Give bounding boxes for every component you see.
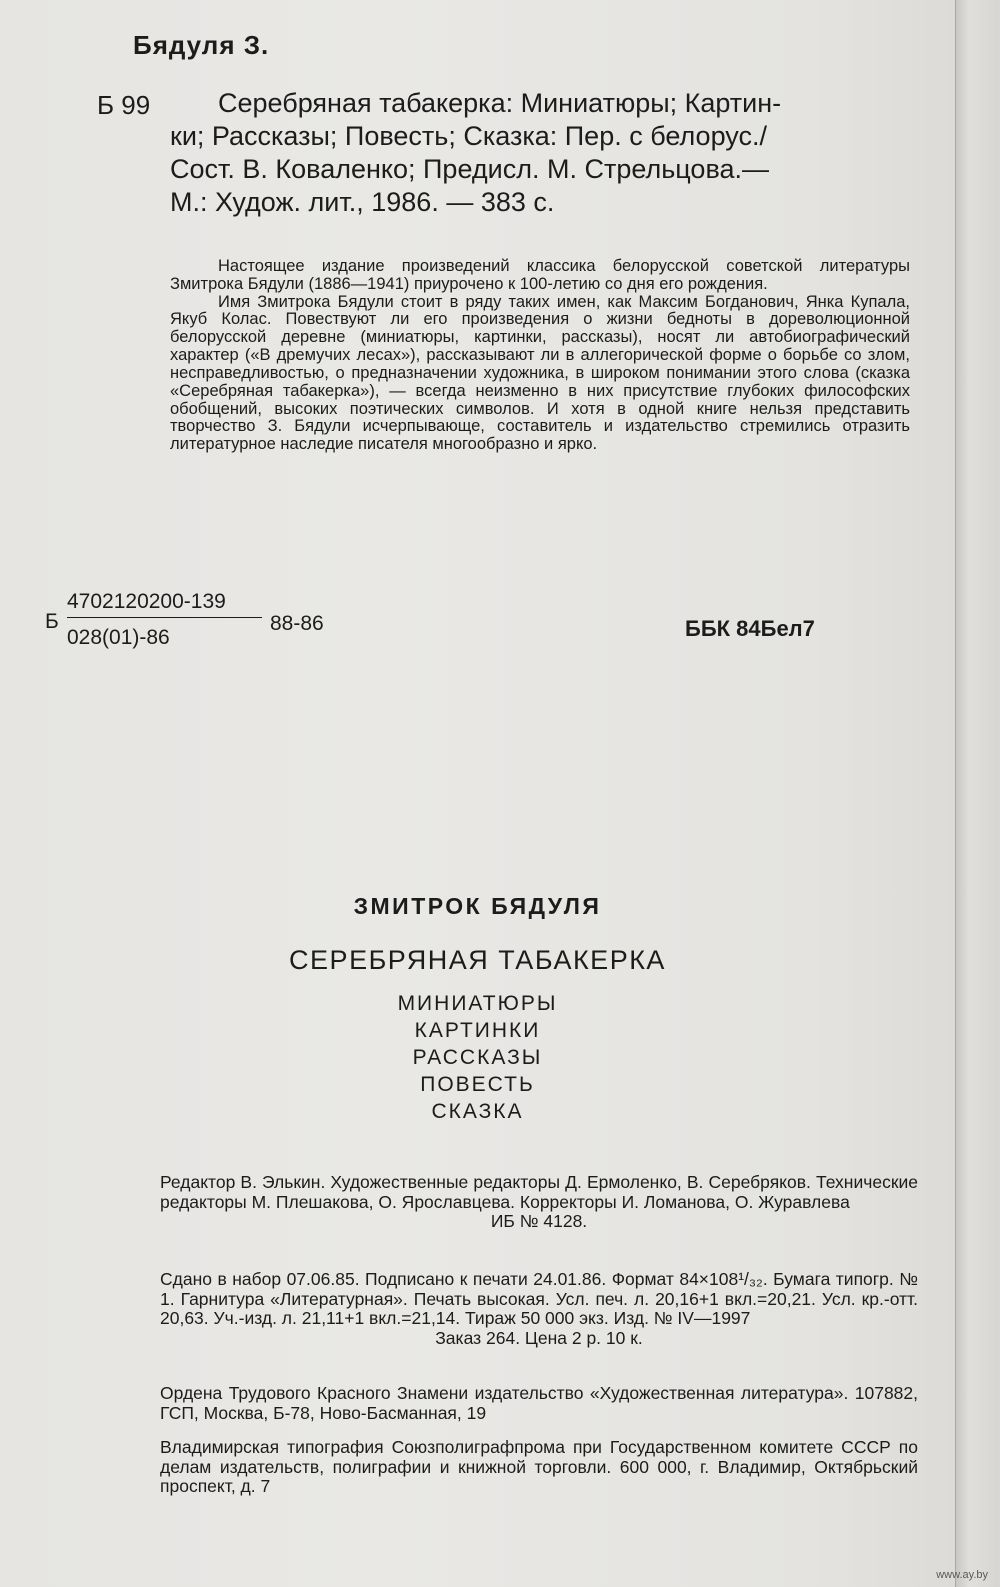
bbk-code: ББК 84Бел7 bbox=[685, 616, 815, 641]
genre-item: МИНИАТЮРЫ bbox=[397, 992, 558, 1015]
catalog-author: Бядуля З. bbox=[133, 30, 270, 60]
page-edge bbox=[955, 0, 1000, 1587]
book-author: ЗМИТРОК БЯДУЛЯ bbox=[353, 893, 602, 919]
annotation-paragraph: Настоящее издание произведений классика белорусской советской литературы Змитрока Бядули (1886—1941) приурочено к 100-летию со дня его рождения. bbox=[170, 257, 910, 293]
code-numerator: 4702120200-139 bbox=[67, 590, 262, 618]
code-letter: Б bbox=[45, 610, 59, 633]
code-denominator: 028(01)-86 bbox=[67, 626, 170, 649]
biblio-line: Сост. В. Коваленко; Предисл. М. Стрельцова.— bbox=[170, 153, 770, 184]
ib-number: ИБ № 4128. bbox=[490, 1211, 588, 1232]
biblio-line: Серебряная табакерка: Миниатюры; Картин- bbox=[218, 88, 782, 118]
genre-item: ПОВЕСТЬ bbox=[420, 1073, 535, 1096]
genre-item: СКАЗКА bbox=[431, 1100, 524, 1123]
imprint-technical bbox=[160, 1270, 918, 1348]
imprint-printer: Владимирская типография Союзполиграфпрома при Государственном комитете СССР по делам издательств, полиграфии и книжной торговли. 600 000, г. Владимир, Октябрьский проспект, д. 7 bbox=[160, 1437, 918, 1497]
biblio-line: ки; Рассказы; Повесть; Сказка: Пер. с белорус./ bbox=[170, 120, 767, 151]
bibliographic-entry bbox=[170, 87, 910, 219]
classification-codes bbox=[45, 590, 945, 660]
genre-item: КАРТИНКИ bbox=[414, 1019, 541, 1042]
book-title: СЕРЕБРЯНАЯ ТАБАКЕРКА bbox=[289, 945, 666, 975]
watermark: www.ay.by bbox=[936, 1569, 988, 1581]
code-year: 88-86 bbox=[270, 612, 324, 635]
genre-item: РАССКАЗЫ bbox=[412, 1046, 543, 1069]
genre-list bbox=[0, 990, 955, 1125]
credits-text: Редактор В. Элькин. Художественные редакторы Д. Ермоленко, В. Серебряков. Технические редакторы М. Плешакова, О. Ярославцева. Корректоры И. Ломанова, О. Журавлева bbox=[160, 1172, 918, 1212]
annotation-paragraph: Имя Змитрока Бядули стоит в ряду таких имен, как Максим Богданович, Янка Купала, Якуб Колас. Повествуют ли его произведения о жизни бедноты в дореволюционной белорусской деревне (миниатюры, картинки, рассказы), носят ли автобиографический характер («В дремучих лесах»), рассказывают ли в аллегорической форме о борьбе со злом, несправедливостью, о предназначении художника, в широком понимании этого слова (сказка «Серебряная табакерка»), — всегда неизменно в них присутствие глубоких философских обобщений, высоких поэтических символов. И хотя в одной книге нельзя представить творчество З. Бядули исчерпывающе, составитель и издательство стремились отразить литературное наследие писателя многообразно и ярко. bbox=[170, 292, 910, 454]
imprint-publisher: Ордена Трудового Красного Знамени издательство «Художественная литература». 107882, ГСП, Москва, Б-78, Ново-Басманная, 19 bbox=[160, 1383, 918, 1423]
annotation bbox=[170, 258, 910, 454]
order-price: Заказ 264. Цена 2 р. 10 к. bbox=[435, 1327, 643, 1348]
catalog-index: Б 99 bbox=[97, 90, 151, 120]
imprint-credits bbox=[160, 1173, 918, 1232]
biblio-line: М.: Худож. лит., 1986. — 383 с. bbox=[170, 186, 555, 217]
technical-text: Сдано в набор 07.06.85. Подписано к печати 24.01.86. Формат 84×108¹/₃₂. Бумага типогр. № 1. Гарнитура «Литературная». Печать высокая. Усл. печ. л. 20,16+1 вкл.=20,21. Усл. кр.-отт. 20,63. Уч.-изд. л. 21,11+1 вкл.=21,14. Тираж 50 000 экз. Изд. № IV—1997 bbox=[160, 1269, 918, 1329]
